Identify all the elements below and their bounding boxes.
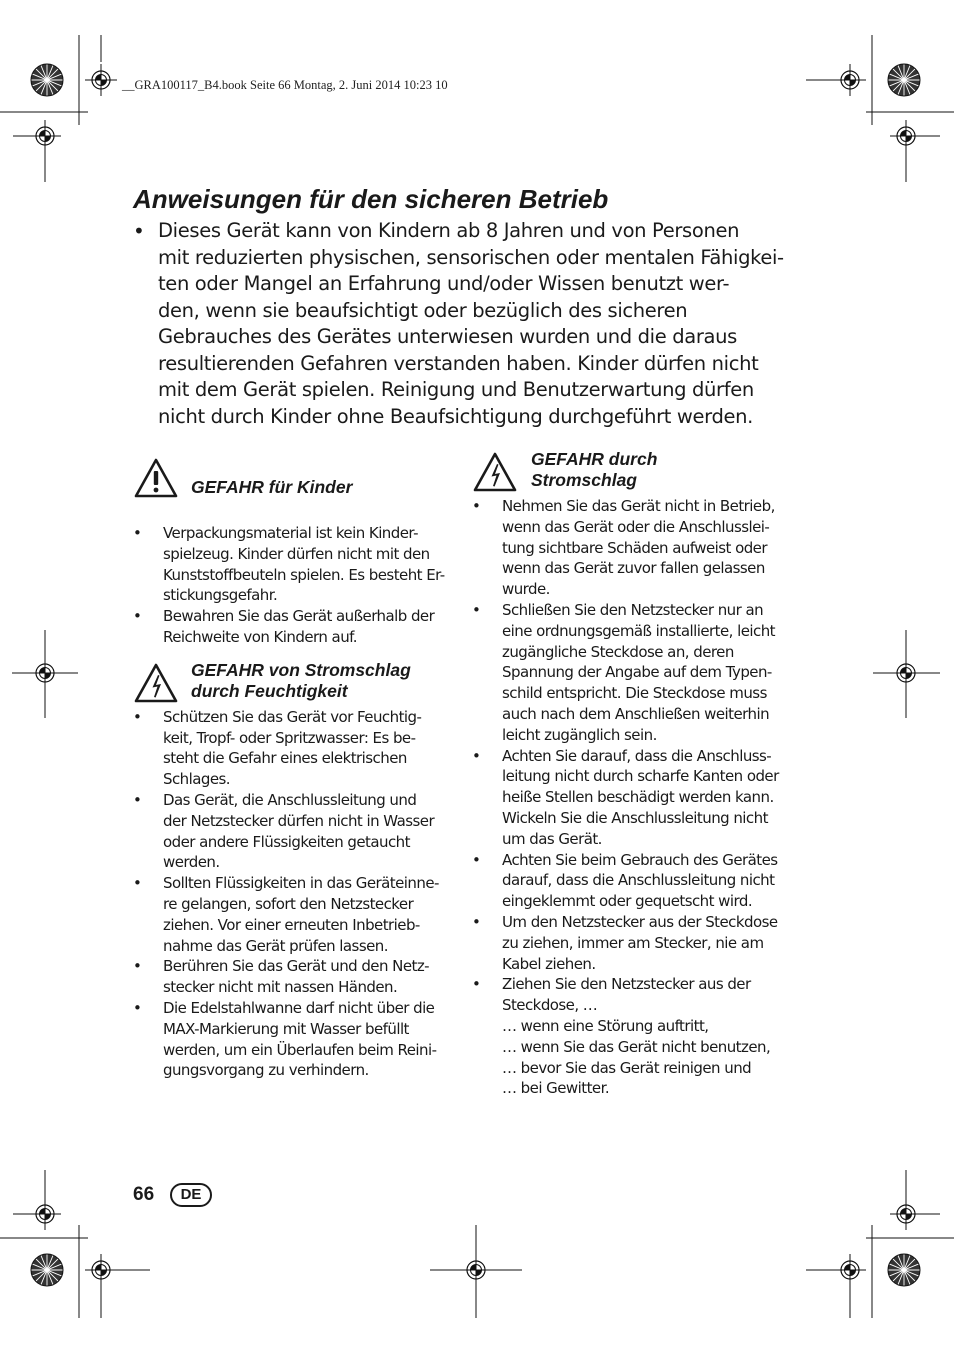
list-item-line: eine ordnungsgemäß installierte, leicht [502, 621, 775, 640]
list-item-line: wenn das Gerät zuvor fallen gelassen [502, 559, 765, 578]
electric-shock-warning-icon [472, 451, 518, 493]
exclamation-warning-icon [133, 457, 179, 499]
bullet: • [133, 998, 142, 1017]
page-title: Anweisungen für den sicheren Betrieb [133, 184, 609, 214]
list-item-line: nahme das Gerät prüfen lassen. [163, 936, 388, 955]
list-item-line: auch nach dem Anschließen weiterhin [502, 704, 770, 723]
bullet: • [472, 497, 481, 515]
list-item-line: Sollten Flüssigkeiten in das Geräteinne- [163, 874, 439, 893]
intro-line: mit dem Gerät spielen. Reinigung und Benutzerwartung dürfen [158, 378, 754, 401]
list-item-line: gungsvorgang zu verhindern. [163, 1061, 369, 1080]
list-item-line: keit, Tropf- oder Spritzwasser: Es be- [163, 728, 416, 747]
list-item-line: Das Gerät, die Anschlussleitung und [163, 790, 417, 809]
right-column [472, 449, 802, 1099]
list-item-line: Verpackungsmaterial ist kein Kinder- [163, 524, 418, 542]
list-item-line: werden. [163, 853, 220, 872]
list-item-line: Um den Netzstecker aus der Steckdose [502, 912, 778, 931]
list-item-line: Kabel ziehen. [502, 954, 596, 973]
list-item-line: wenn das Gerät oder die Anschlusslei- [502, 517, 770, 536]
page-number: 66 [133, 1184, 155, 1205]
list-item-line: leicht zugänglich sein. [502, 725, 657, 744]
list-item [133, 606, 463, 648]
intro-line: nicht durch Kinder ohne Beaufsichtigung durchgeführt werden. [158, 404, 754, 428]
list-item-line: re gelangen, sofort den Netzstecker [163, 894, 414, 913]
list-item-line: … bevor Sie das Gerät reinigen und [502, 1058, 752, 1077]
intro-line: ten oder Mangel an Erfahrung und/oder Wissen benutzt wer- [158, 272, 730, 295]
intro-line: Gebrauches des Gerätes unterwiesen wurden und die daraus [158, 325, 737, 348]
list-item-line: Achten Sie darauf, dass die Anschluss- [502, 746, 772, 765]
list-item [133, 790, 463, 873]
warning-title [133, 660, 463, 702]
list-item-line: spielzeug. Kinder dürfen nicht mit den [163, 544, 430, 563]
list-item-line: Berühren Sie das Gerät und den Netz- [163, 957, 430, 976]
list-item-line: … wenn eine Störung auftritt, [502, 1016, 709, 1035]
list-item-line: Steckdose, … [502, 996, 598, 1015]
list-item [133, 523, 463, 606]
list-item [133, 873, 463, 956]
bullet: • [133, 874, 142, 893]
print-header: __GRA100117_B4.book Seite 66 Montag, 2. Juni 2014 10:23 10 [122, 78, 448, 92]
bullet: • [133, 607, 142, 626]
list-item [472, 496, 802, 600]
list-item-line: steht die Gefahr eines elektrischen [163, 749, 407, 768]
list-item-line: Wickeln Sie die Anschlussleitung nicht [502, 808, 768, 827]
bullet: • [133, 957, 142, 976]
list-item-line: zu ziehen, immer am Stecker, nie am [502, 933, 764, 952]
bullet: • [472, 600, 481, 619]
list-item-line: … wenn Sie das Gerät nicht benutzen, [502, 1037, 771, 1056]
list-item-line: oder andere Flüssigkeiten getaucht [163, 832, 410, 851]
intro-paragraph [133, 218, 813, 430]
warning-title [472, 449, 802, 491]
list-item-line: tung sichtbare Schäden aufweist oder [502, 538, 767, 557]
intro-bullet: • [133, 219, 145, 243]
list-item-line: ziehen. Vor einer erneuten Inbetrieb- [163, 915, 420, 934]
bullet: • [472, 850, 481, 869]
bullet: • [472, 746, 481, 765]
list-item-line: Spannung der Angabe auf dem Typen- [502, 663, 772, 682]
list-item-line: schild entspricht. Die Steckdose muss [502, 684, 767, 703]
list-item [133, 998, 463, 1081]
list-item [472, 600, 802, 746]
language-badge: DE [170, 1183, 212, 1207]
warning-title-line: GEFAHR von Stromschlag [191, 659, 411, 680]
list-item-line: Kunststoffbeuteln spielen. Es besteht Er- [163, 565, 445, 584]
list-item-line: zugängliche Steckdose an, deren [502, 642, 734, 661]
bullet: • [472, 912, 481, 931]
bullet: • [133, 524, 142, 542]
electric-shock-warning-icon [133, 662, 179, 704]
intro-line: Dieses Gerät kann von Kindern ab 8 Jahren und von Personen [158, 219, 740, 242]
warning-moisture [133, 660, 463, 706]
list-item-line: Die Edelstahlwanne darf nicht über die [163, 998, 435, 1017]
list-item-line: stecker nicht mit nassen Händen. [163, 978, 398, 997]
list-item-line: … bei Gewitter. [502, 1079, 610, 1098]
bullet: • [472, 975, 481, 994]
warning-title [133, 477, 463, 498]
intro-line: den, wenn sie beaufsichtigt oder bezüglich des sicheren [158, 298, 688, 322]
list-item-line: Reichweite von Kindern auf. [163, 627, 358, 646]
list-item [133, 707, 463, 790]
list-item-line: Bewahren Sie das Gerät außerhalb der [163, 607, 435, 626]
warning-title-line: GEFAHR für Kinder [191, 477, 353, 497]
warning-electric [472, 449, 802, 495]
list-item-line: Schließen Sie den Netzstecker nur an [502, 600, 764, 619]
list-item-line: eingeklemmt oder gequetscht wird. [502, 892, 753, 911]
list-item [472, 746, 802, 850]
intro-line: mit reduzierten physischen, sensorischen oder mentalen Fähigkei- [158, 245, 784, 269]
bullet: • [133, 790, 142, 809]
list-item-line: Schlages. [163, 770, 231, 789]
list-item-line: Nehmen Sie das Gerät nicht in Betrieb, [502, 497, 775, 515]
warning-title-line: Stromschlag [531, 470, 637, 490]
intro-line: resultierenden Gefahren verstanden haben. Kinder dürfen nicht [158, 351, 759, 375]
warning-children [133, 457, 463, 523]
list-item-line: Schützen Sie das Gerät vor Feuchtig- [163, 707, 422, 726]
list-item-line: Achten Sie beim Gebrauch des Gerätes [502, 850, 778, 869]
bullet: • [133, 707, 142, 726]
list-item [472, 912, 802, 974]
list-item-line: um das Gerät. [502, 829, 602, 848]
left-column [133, 457, 463, 1081]
list-item [472, 850, 802, 912]
list-item [472, 974, 802, 1099]
list-item-line: MAX-Markierung mit Wasser befüllt [163, 1019, 409, 1038]
list-item-line: stickungsgefahr. [163, 586, 278, 605]
list-item [133, 956, 463, 998]
list-item-line: heiße Stellen beschädigt werden kann. [502, 788, 774, 807]
list-item-line: Ziehen Sie den Netzstecker aus der [502, 975, 751, 994]
list-item-line: wurde. [502, 580, 550, 599]
list-item-line: werden, um ein Überlaufen beim Reini- [163, 1040, 437, 1059]
warning-title-line: durch Feuchtigkeit [191, 680, 348, 701]
list-item-line: darauf, dass die Anschlussleitung nicht [502, 871, 775, 890]
list-item-line: leitung nicht durch scharfe Kanten oder [502, 767, 779, 786]
list-item-line: der Netzstecker dürfen nicht in Wasser [163, 811, 435, 830]
warning-title-line: GEFAHR durch [531, 449, 658, 469]
